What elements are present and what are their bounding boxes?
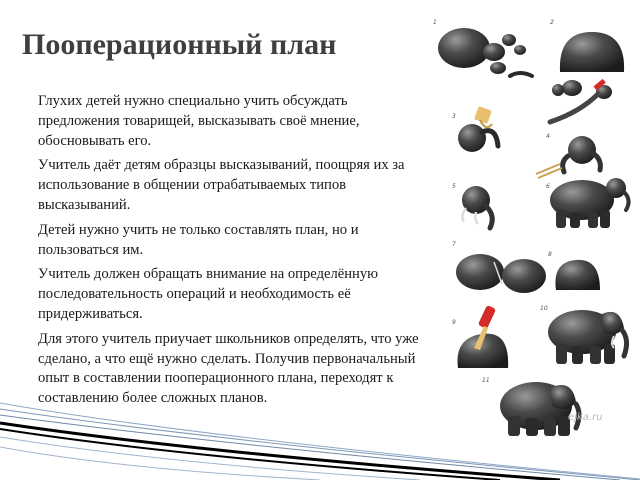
step-number-3: 3 [452,113,456,120]
step-number-6: 6 [546,183,550,190]
paragraph-2: Учитель даёт детям образцы высказываний, поощряя их за использование в общении отрабатываемых типов высказываний. [38,157,405,213]
watermark-text: ejka.ru [568,412,603,423]
slide-title: Пооперационный план [22,28,337,61]
step-number-5: 5 [452,183,456,190]
step-number-11: 11 [482,377,490,384]
step-number-8: 8 [548,251,552,258]
step-7-ear-discs [452,241,546,293]
step-6-elephant-body [546,178,629,228]
step-8-ear-shaped [548,251,600,290]
paragraph-5: Для этого учитель приучает школьников определять, что уже сделано, а что ещё нужно сделать. Получив первоначальный опыт в составлении пооперационного плана, переходят к составлению более сложных планов. [38,330,419,407]
paragraph-4: Учитель должен обращать внимание на определённую последовательность операций и необходимость её придерживаться. [38,266,379,322]
step-3-head-shaping [452,106,498,152]
step-10-assembled-elephant [540,305,627,364]
step-number-4: 4 [546,133,550,140]
step-number-9: 9 [452,319,456,326]
step-1-clay-pieces [433,19,532,76]
modeling-stick [536,164,562,178]
step-number-1: 1 [433,19,437,26]
step-number-10: 10 [540,305,548,312]
clay-elephant-steps-illustration [432,10,640,440]
step-number-7: 7 [452,241,456,248]
step-number-2: 2 [550,19,554,26]
step-5-head-tusks [452,183,492,228]
slide-body [38,92,430,414]
paragraph-1: Глухих детей нужно специально учить обсуждать предложения товарищей, высказывать своё мнение, обосновывать его. [38,93,360,149]
decorative-wave-lines [0,395,640,480]
paragraph-3: Детей нужно учить не только составлять план, но и пользоваться им. [38,221,359,258]
step-9-ear-detailing [452,305,508,368]
